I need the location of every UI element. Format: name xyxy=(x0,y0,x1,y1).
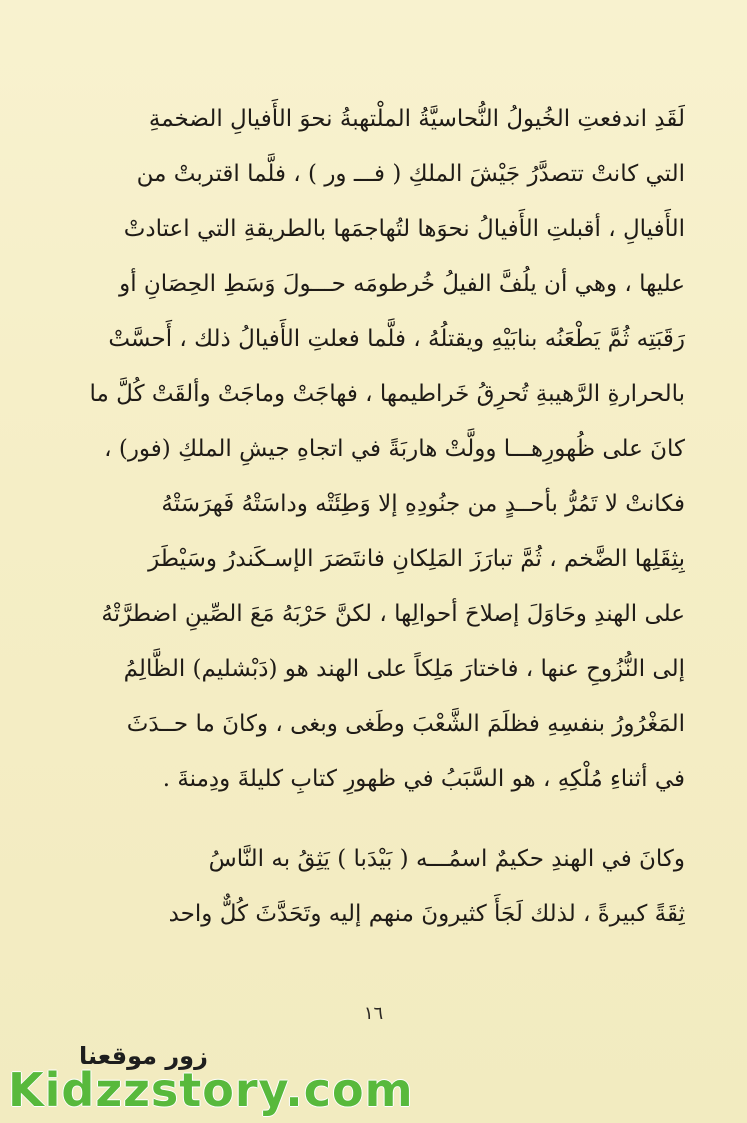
text-line: في أثناءِ مُلْكِهِ ، هو السَّبَبُ في ظهورِ كتابِ كليلةَ ودِمنةَ . xyxy=(162,766,685,792)
text-line: رَقَبَتِه ثُمَّ يَطْعَنُه بنابَيْهِ ويقتلُهُ ، فلَّما فعلتِ الأَفيالُ ذلك ، أَحسَّتْ xyxy=(108,326,685,352)
text-line: التي كانتْ تتصدَّرُ جَيْشَ الملكِ ( فـــ ور ) ، فلَّما اقتربتْ من xyxy=(136,161,685,187)
text-line: على الهندِ وحَاوَلَ إصلاحَ أحوالِها ، لكنَّ حَرْبَهُ مَعَ الصِّينِ اضطرَّتْهُ xyxy=(101,601,685,627)
text-line: ثِقَةً كبيرةً ، لذلك لَجَأَ كثيرونَ منهم إليه وتَحَدَّثَ كُلٌّ واحد xyxy=(168,901,685,927)
watermark-site-logo: Kidzzstory.com xyxy=(8,1063,414,1117)
text-line: لَقَدِ اندفعتِ الخُيولُ النُّحاسيَّةُ الملْتهبةُ نحوَ الأَفيالِ الضخمةِ xyxy=(148,106,685,132)
text-line: فكانتْ لا تَمُرُّ بأحــدٍ من جنُودِهِ إلا وَطِئَتْه وداسَتْهُ فَهرَسَتْهُ xyxy=(161,491,685,517)
text-line: عليها ، وهي أن يلُفَّ الفيلُ خُرطومَه حـــولَ وَسَطِ الحِصَانِ أو xyxy=(119,271,685,297)
text-line: بِثِقَلِها الضَّخم ، ثُمَّ تبارَزَ المَلِكانِ فانتَصَرَ الإسـكَندرُ وسَيْطَرَ xyxy=(148,546,685,572)
text-line: وكانَ في الهندِ حكيمٌ اسمُـــه ( بَيْدَبا ) يَثِقُ به النَّاسُ xyxy=(208,846,685,872)
watermark-arabic-text: زور موقعنا xyxy=(79,1042,208,1070)
text-line: إلى النُّزُوحِ عنها ، فاختارَ مَلِكاً على الهند هو (دَبْشليم) الظَّالِمُ xyxy=(123,656,685,682)
paragraph-bidba xyxy=(62,832,685,942)
page-number: ١٦ xyxy=(363,1003,384,1024)
text-line: بالحرارةِ الرَّهيبةِ تُحرِقُ خَراطيمها ، فهاجَتْ وماجَتْ وألقَتْ كُلَّ ما xyxy=(89,381,685,407)
text-line: المَغْرُورُ بنفسِهِ فظلَمَ الشَّعْبَ وطَغى وبغى ، وكانَ ما حــدَثَ xyxy=(126,711,685,737)
paragraph-story-battle xyxy=(62,92,685,807)
text-line: الأَفيالِ ، أقبلتِ الأَفيالُ نحوَها لتُهاجمَها بالطريقةِ التي اعتادتْ xyxy=(123,216,685,242)
text-line: كانَ على ظُهورِهـــا وولَّتْ هاربَةً في اتجاهِ جيشِ الملكِ (فور) ، xyxy=(104,436,685,462)
